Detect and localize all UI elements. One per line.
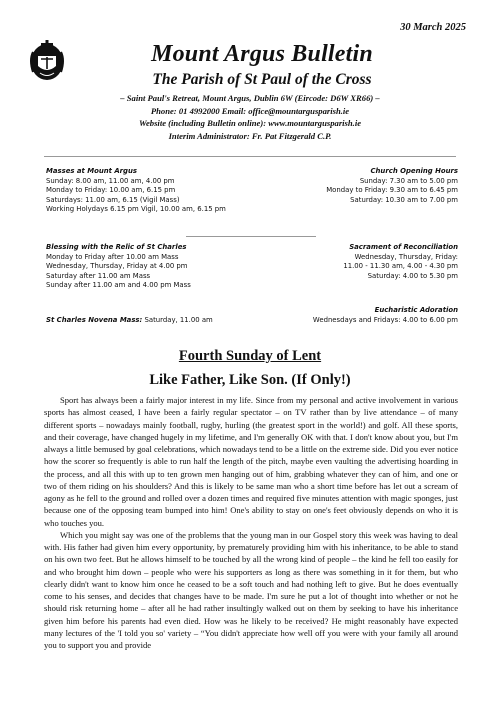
church-hours-heading: Church Opening Hours — [370, 167, 458, 175]
website-line: Website (including Bulletin online): www.mountargusparish.ie — [138, 118, 362, 128]
masses-line: Sunday: 8.00 am, 11.00 am, 4.00 pm — [46, 176, 175, 185]
masthead — [0, 40, 500, 142]
relic-blessing-block — [46, 243, 191, 291]
article-body — [44, 394, 458, 651]
parish-address: – Saint Paul's Retreat, Mount Argus, Dublin 6W (Eircode: D6W XR66) – — [120, 93, 380, 103]
adoration-line: Wednesdays and Fridays: 4.00 to 6.00 pm — [312, 315, 458, 324]
masses-line: Working Holydays 6.15 pm Vigil, 10.00 am, 6.15 pm — [46, 205, 226, 213]
masses-heading: Masses at Mount Argus — [46, 167, 137, 175]
bulletin-date: 30 March 2025 — [400, 22, 466, 33]
contact-line: Phone: 01 4992000 Email: office@mountargusparish.ie — [150, 105, 350, 116]
adoration-heading: Eucharistic Adoration — [374, 306, 458, 314]
adoration-block — [313, 306, 458, 325]
church-hours-line: Saturday: 10.30 am to 7.00 pm — [350, 195, 458, 204]
church-hours-block — [326, 167, 458, 205]
reconciliation-line: 11.00 - 11.30 am, 4.00 - 4.30 pm — [343, 262, 458, 270]
section-title: Fourth Sunday of Lent — [178, 348, 322, 364]
relic-line: Sunday after 11.00 am and 4.00 pm Mass — [46, 281, 191, 289]
masses-line: Saturdays: 11.00 am, 6.15 (Vigil Mass) — [46, 195, 180, 204]
reconciliation-block — [343, 243, 458, 281]
administrator-line: Interim Administrator: Fr. Pat Fitzgerald C.P. — [168, 130, 332, 141]
masses-block — [46, 167, 226, 215]
bulletin-title: Mount Argus Bulletin — [151, 41, 373, 67]
masses-line: Monday to Friday: 10.00 am, 6.15 pm — [46, 186, 176, 194]
reconciliation-line: Saturday: 4.00 to 5.30 pm — [367, 271, 458, 280]
church-hours-line: Monday to Friday: 9.30 am to 6.45 pm — [326, 186, 458, 194]
header-divider — [44, 156, 456, 157]
reconciliation-heading: Sacrament of Reconciliation — [349, 243, 458, 251]
relic-heading: Blessing with the Relic of St Charles — [46, 243, 187, 251]
church-hours-line: Sunday: 7.30 am to 5.00 pm — [359, 176, 458, 185]
novena-block — [46, 316, 213, 326]
relic-line: Wednesday, Thursday, Friday at 4.00 pm — [46, 262, 188, 270]
relic-line: Monday to Friday after 10.00 am Mass — [46, 252, 179, 261]
novena-label: St Charles Novena Mass: — [46, 315, 143, 324]
parish-name: The Parish of St Paul of the Cross — [152, 71, 372, 88]
article-paragraph: Sport has always been a fairly major interest in my life. Since from my personal and active involvement in various sports has almost ceased, I have been a fairly regular spectator – on TV rather than by live attendance – of many different sports – nowadays mainly football, rugby, hurling (the greatest sport in the world!) and golf. All these sports, and their coverage, have changed hugely in my lifetime, and I'm generally OK with that. I don't know about you, but I'm always a little bemused by goal celebrations, which nowadays tend to be a little on the extreme side. Did you ever notice how the scorer so frequently is able to run half the length of the pitch, maybe even vaulting the advertising hoarding in the process, and all this with up to ten grown men hanging out of him, grabbing whatever they can of him, and one or two of them riding on his shoulders? And this is likely to be same man who a short time before has let out a scream of agony as he fell to the ground and rolled over a dozen times and required five minutes attention with magic sponges, just because one of the opposing team bumped into him! One's ability to stay on one's feet obviously depends on who it is who touches you. — [44, 395, 458, 528]
reconciliation-line: Wednesday, Thursday, Friday: — [354, 252, 458, 261]
novena-time: Saturday, 11.00 am — [142, 315, 213, 324]
article-headline: Like Father, Like Son. (If Only!) — [149, 372, 351, 388]
article-paragraph: Which you might say was one of the problems that the young man in our Gospel story this week was having to deal with. His father had given him every opportunity, by prematurely providing him with his inheritance, to be able to stand on his own two feet. But he allows himself to be touched by all the wrong kind of people – the kind he fell too easily for and who brought him down – people who were his supporters as long as there was something in it for them, but who clearly didn't want to know him once he ceased to be a soft touch and had nothing left to give. But he does eventually come to his senses, and decides that changes have to be made. I'm sure he put a lot of thought into whether or not he should risk returning home – after all he had rather insultingly walked out on them by seeking to have his inheritance given him before his parents had even died. How was he likely to be received? He might reasonably have expected many lectures of the 'I told you so' variety – “You didn't appreciate how well off you were with your family all around you to support you and provide — [44, 529, 458, 650]
relic-line: Saturday after 11.00 am Mass — [46, 271, 151, 280]
section-divider — [186, 236, 316, 237]
